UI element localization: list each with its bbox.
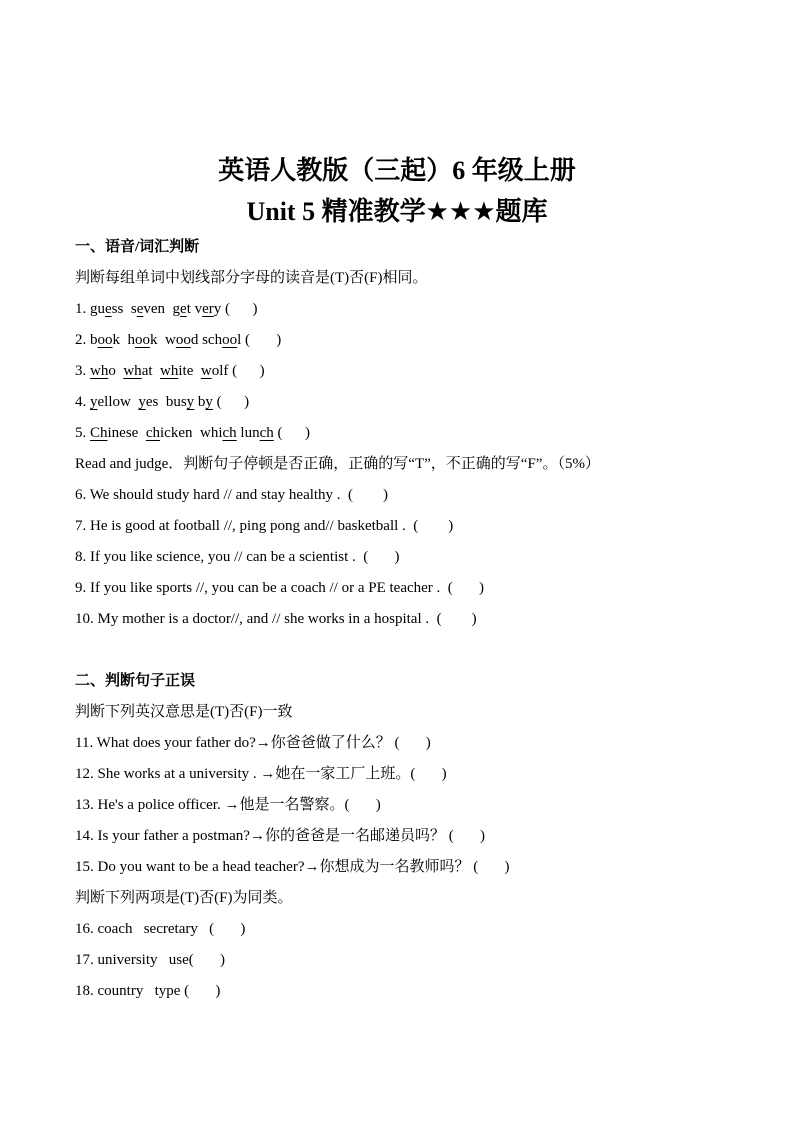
- read-and-judge-instruction: [75, 449, 734, 480]
- question-9: [75, 573, 734, 604]
- section-2-instruction: [75, 697, 734, 728]
- text-run: 7. He is good at football //, ping pong and// basketball . ( ): [75, 518, 454, 534]
- text-run: 10. My mother is a doctor//, and // she works in a hospital . ( ): [75, 611, 477, 627]
- underlined-letters: w: [200, 363, 212, 379]
- underlined-letters: e: [180, 301, 187, 317]
- underlined-letters: wh: [90, 363, 109, 379]
- text-run: inese: [107, 425, 146, 441]
- underlined-letters: ch: [145, 425, 161, 441]
- underlined-letters: oo: [135, 332, 150, 348]
- question-17: [75, 945, 734, 976]
- text-run: 12. She works at a university . →她在一家工厂上班。( ): [75, 766, 447, 782]
- text-run: ite: [178, 363, 201, 379]
- document-subtitle: Unit 5 精准教学★★★题库: [246, 197, 548, 226]
- text-run: b: [194, 394, 206, 410]
- text-run: y ( ): [213, 301, 258, 317]
- text-run: k h: [112, 332, 135, 348]
- text-run: 6. We should study hard // and stay healthy . ( ): [75, 487, 389, 503]
- question-8: [75, 542, 734, 573]
- text-run: ellow: [97, 394, 139, 410]
- underlined-letters: ch: [259, 425, 274, 441]
- underlined-letters: y: [138, 394, 146, 410]
- text-run: 判断每组单词中划线部分字母的读音是(T)否(F)相同。: [75, 270, 428, 286]
- text-run: 16. coach secretary ( ): [75, 921, 246, 937]
- text-run: ( ): [273, 425, 311, 441]
- question-6: [75, 480, 734, 511]
- document-header: [0, 0, 794, 232]
- text-run: at: [141, 363, 161, 379]
- text-run: o: [108, 363, 124, 379]
- text-run: ss s: [111, 301, 137, 317]
- question-11: [75, 728, 734, 759]
- underlined-letters: oo: [222, 332, 238, 348]
- text-run: 18. country type ( ): [75, 983, 221, 999]
- underlined-letters: wh: [160, 363, 179, 379]
- text-run: olf ( ): [211, 363, 265, 379]
- text-run: 13. He's a police officer. →他是一名警察。( ): [75, 797, 381, 813]
- underlined-letters: y: [90, 394, 98, 410]
- underlined-letters: wh: [123, 363, 142, 379]
- question-14: [75, 821, 734, 852]
- text-run: 4.: [75, 394, 90, 410]
- question-3: [75, 356, 734, 387]
- text-run: icken whi: [160, 425, 223, 441]
- underlined-letters: Ch: [90, 425, 108, 441]
- text-run: es bus: [145, 394, 187, 410]
- text-run: k w: [150, 332, 176, 348]
- blank-line: [75, 635, 734, 666]
- text-run: 8. If you like science, you // can be a scientist . ( ): [75, 549, 400, 565]
- text-run: 二、判断句子正误: [75, 673, 196, 689]
- section-1-instruction: [75, 263, 734, 294]
- underlined-letters: y: [205, 394, 213, 410]
- text-run: 14. Is your father a postman?→你的爸爸是一名邮递员吗？ ( ): [75, 828, 485, 844]
- question-18: [75, 976, 734, 1007]
- text-run: 15. Do you want to be a head teacher?→你想成为一名教师吗？ ( ): [75, 859, 510, 875]
- document-body: [75, 232, 734, 1007]
- question-2: [75, 325, 734, 356]
- text-run: 判断下列两项是(T)否(F)为同类。: [75, 890, 293, 906]
- text-run: lun: [236, 425, 260, 441]
- underlined-letters: y: [186, 394, 195, 410]
- question-10: [75, 604, 734, 635]
- question-13: [75, 790, 734, 821]
- text-run: 9. If you like sports //, you can be a coach // or a PE teacher . ( ): [75, 580, 485, 596]
- section-2-heading: [75, 666, 734, 697]
- question-16: [75, 914, 734, 945]
- text-run: ven g: [143, 301, 181, 317]
- section-1-heading: [75, 232, 734, 263]
- document-title: 英语人教版（三起）6 年级上册: [218, 156, 576, 185]
- text-run: Read and judge．判断句子停顿是否正确，正确的写“T”，不正确的写“F”。（5%）: [75, 456, 600, 472]
- text-run: 1. gu: [75, 301, 105, 317]
- text-run: 2. b: [75, 332, 98, 348]
- question-5: [75, 418, 734, 449]
- text-run: l ( ): [237, 332, 282, 348]
- underlined-letters: ch: [222, 425, 237, 441]
- section-2b-instruction: [75, 883, 734, 914]
- underlined-letters: oo: [175, 332, 191, 348]
- text-run: 17. university use( ): [75, 952, 225, 968]
- text-run: 一、语音/词汇判断: [75, 239, 200, 255]
- question-1: [75, 294, 734, 325]
- underlined-letters: er: [202, 301, 214, 317]
- question-12: [75, 759, 734, 790]
- underlined-letters: e: [105, 301, 112, 317]
- text-run: 3.: [75, 363, 90, 379]
- question-7: [75, 511, 734, 542]
- text-run: d sch: [190, 332, 223, 348]
- text-run: t v: [186, 301, 203, 317]
- text-run: 5.: [75, 425, 90, 441]
- question-4: [75, 387, 734, 418]
- question-15: [75, 852, 734, 883]
- text-run: 判断下列英汉意思是(T)否(F)一致: [75, 704, 293, 720]
- underlined-letters: oo: [97, 332, 113, 348]
- underlined-letters: e: [136, 301, 144, 317]
- text-run: 11. What does your father do?→你爸爸做了什么？ ( ): [75, 735, 431, 751]
- text-run: ( ): [212, 394, 250, 410]
